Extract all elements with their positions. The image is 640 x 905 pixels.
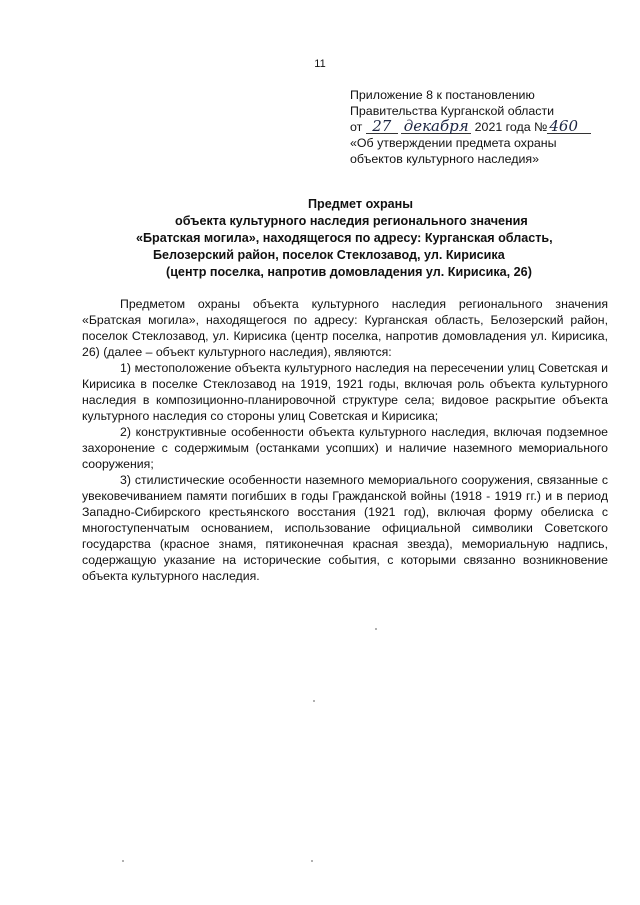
document-title [60,196,580,281]
scan-speck [313,700,315,702]
appendix-line-4: «Об утверждении предмета охраны [350,136,557,150]
scan-speck [375,628,377,630]
title-line-2: объекта культурного наследия регионального значения [175,214,528,228]
title-line-3: «Братская могила», находящегося по адресу: Курганская область, [136,231,553,245]
appendix-line-5: объектов культурного наследия» [350,152,540,166]
appendix-header [350,87,620,167]
appendix-date-line [350,119,620,135]
list-item-1: 1) местоположение объекта культурного наследия на пересечении улиц Советская и Кирисика в поселке Стеклозавод на 1919, 1921 годы, включая роль объекта культурного наследия в композиционно-планировочной структуре села; видовое раскрытие объекта культурного наследия со стороны улиц Советская и Кирисика; [82,361,608,423]
appendix-line-1: Приложение 8 к постановлению [350,88,535,102]
title-line-1: Предмет охраны [308,197,414,211]
scan-speck [122,860,124,862]
list-item-3: 3) стилистические особенности наземного мемориального сооружения, связанные с увековечиванием памяти погибших в годы Гражданской войны (1918 - 1919 гг.) и в период Западно-Сибирского крестьянского восстания (1921 год), включая форму обелиска с многоступенчатым основанием, использование официальной символики Советского государства (красное знамя, пятиконечная красная звезда), мемориальную надпись, содержащую указание на исторические события, с которыми связанно возникновение объекта культурного наследия. [82,473,608,583]
scan-speck [311,860,313,862]
list-item-2: 2) конструктивные особенности объекта культурного наследия, включая подземное захоронение с содержимым (останками усопших) и наличие наземного мемориального сооружения; [82,425,608,471]
document-body [82,296,608,584]
year-text: 2021 года № [474,120,548,134]
intro-paragraph: Предметом охраны объекта культурного наследия регионального значения «Братская могила», находящегося по адресу: Курганская область, Белозерский район, поселок Стеклозавод, ул. Кирисика (центр поселка, напротив домовладения ул. Кирисика, 26) (далее – объект культурного наследия), являются: [82,297,608,359]
title-line-4: Белозерский район, поселок Стеклозавод, ул. Кирисика [153,248,505,262]
date-prefix: от [350,120,363,134]
page-number: 11 [314,58,326,70]
handwritten-number: 460 [547,119,591,134]
title-line-5: (центр поселка, напротив домовладения ул. Кирисика, 26) [166,265,532,279]
handwritten-month: декабря [401,119,471,134]
appendix-line-2: Правительства Курганской области [350,104,555,118]
handwritten-day: 27 [366,119,398,134]
